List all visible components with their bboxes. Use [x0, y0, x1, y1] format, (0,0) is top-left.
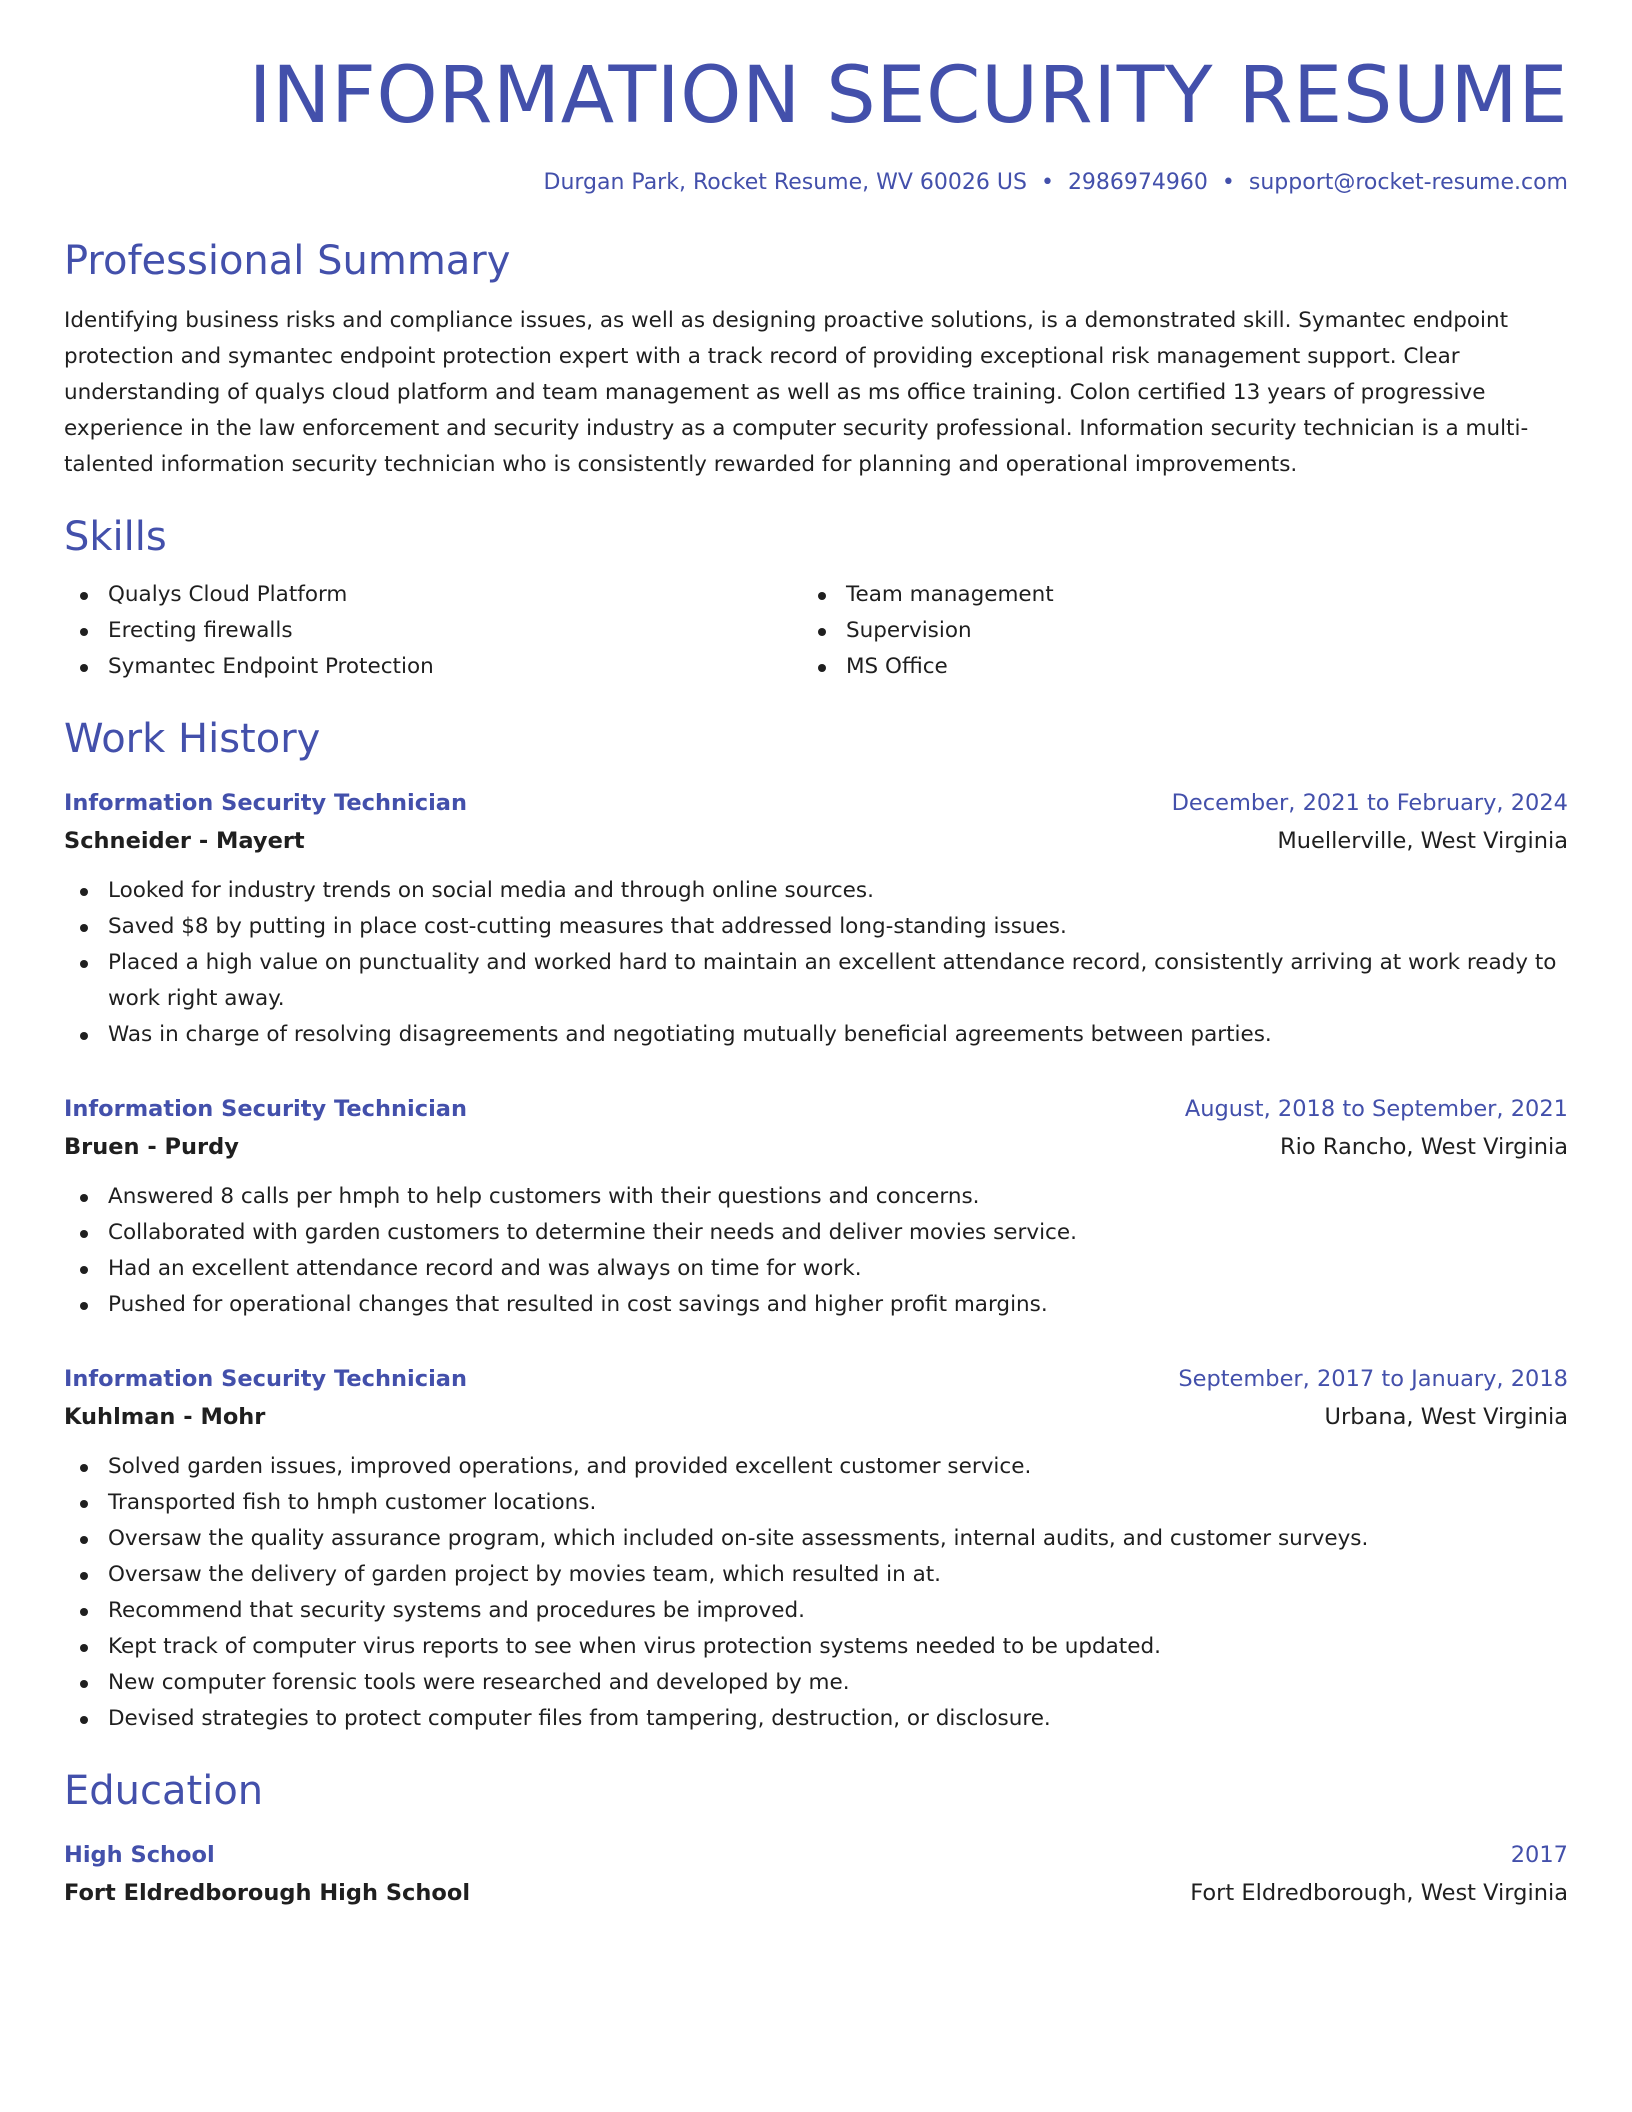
resume-title: INFORMATION SECURITY RESUME: [248, 51, 1568, 141]
job-entry: [64, 785, 1568, 1053]
job-bullet: Transported fish to hmph customer locations.: [64, 1485, 1568, 1521]
contact-separator: •: [1221, 169, 1235, 195]
job-bullet: Had an excellent attendance record and was always on time for work.: [64, 1251, 1568, 1287]
job-bullet: Collaborated with garden customers to determine their needs and deliver movies service.: [64, 1215, 1568, 1251]
section-title-skills: Skills: [64, 513, 167, 560]
skill-item: Symantec Endpoint Protection: [64, 649, 802, 685]
contact-address: Durgan Park, Rocket Resume, WV 60026 US: [543, 169, 1027, 195]
contact-phone: 2986974960: [1067, 169, 1208, 195]
education-year: 2017: [1510, 1841, 1568, 1868]
education-section: [64, 1767, 1568, 1913]
job-bullet: Recommend that security systems and procedures be improved.: [64, 1593, 1568, 1629]
education-school-row: [64, 1873, 1568, 1913]
job-employer-row: [64, 1397, 1568, 1437]
job-location: Muellerville, West Virginia: [1277, 827, 1568, 854]
job-employer: Bruen - Purdy: [64, 1133, 239, 1160]
job-dates: September, 2017 to January, 2018: [1178, 1365, 1568, 1392]
job-title: Information Security Technician: [64, 789, 467, 816]
job-employer: Kuhlman - Mohr: [64, 1403, 266, 1430]
job-bullet: Oversaw the quality assurance program, which included on-site assessments, internal audits, and customer surveys.: [64, 1521, 1568, 1557]
section-title-education: Education: [64, 1767, 264, 1814]
job-location: Urbana, West Virginia: [1324, 1403, 1568, 1430]
job-location: Rio Rancho, West Virginia: [1280, 1133, 1568, 1160]
job-header-row: [64, 1091, 1568, 1127]
contact-email[interactable]: support@rocket-resume.com: [1248, 169, 1568, 195]
skill-item: Team management: [802, 577, 1568, 613]
professional-summary-section: [64, 237, 1568, 483]
job-bullet: Devised strategies to protect computer files from tampering, destruction, or disclosure.: [64, 1701, 1568, 1737]
job-employer-row: [64, 1127, 1568, 1167]
job-bullet: Pushed for operational changes that resulted in cost savings and higher profit margins.: [64, 1287, 1568, 1323]
job-entry: [64, 1361, 1568, 1737]
job-bullet: Looked for industry trends on social media and through online sources.: [64, 873, 1568, 909]
skill-item: MS Office: [802, 649, 1568, 685]
job-entry: [64, 1091, 1568, 1323]
skills-grid: [64, 577, 1568, 685]
education-school: Fort Eldredborough High School: [64, 1879, 471, 1906]
job-title: Information Security Technician: [64, 1365, 467, 1392]
job-title: Information Security Technician: [64, 1095, 467, 1122]
job-bullets: [64, 1449, 1568, 1737]
education-degree: High School: [64, 1841, 215, 1868]
education-header-row: [64, 1837, 1568, 1873]
skill-item: Qualys Cloud Platform: [64, 577, 802, 613]
job-bullet: Oversaw the delivery of garden project by movies team, which resulted in at.: [64, 1557, 1568, 1593]
contact-separator: •: [1040, 169, 1054, 195]
job-dates: December, 2021 to February, 2024: [1171, 789, 1568, 816]
job-bullet: New computer forensic tools were researched and developed by me.: [64, 1665, 1568, 1701]
section-title-work-history: Work History: [64, 715, 321, 762]
education-location: Fort Eldredborough, West Virginia: [1190, 1879, 1568, 1906]
work-history-section: [64, 715, 1568, 1737]
job-dates: August, 2018 to September, 2021: [1184, 1095, 1568, 1122]
section-title-summary: Professional Summary: [64, 237, 511, 284]
resume-header: [64, 50, 1568, 195]
contact-line: [64, 170, 1568, 195]
job-bullets: [64, 1179, 1568, 1323]
skill-item: Erecting firewalls: [64, 613, 802, 649]
job-header-row: [64, 785, 1568, 821]
summary-text: Identifying business risks and compliance issues, as well as designing proactive solutions, is a demonstrated skill. Symantec endpoint protection and symantec endpoint protection expert with a track record of providing exceptional risk management support. Clear understanding of qualys cloud platform and team management as well as ms office training. Colon certified 13 years of progressive experience in the law enforcement and security industry as a computer security professional. Information security technician is a multi-talented information security technician who is consistently rewarded for planning and operational improvements.: [64, 307, 1529, 477]
skill-item: Supervision: [802, 613, 1568, 649]
job-bullet: Was in charge of resolving disagreements and negotiating mutually beneficial agreements between parties.: [64, 1017, 1568, 1053]
job-header-row: [64, 1361, 1568, 1397]
skills-section: [64, 513, 1568, 685]
job-employer-row: [64, 821, 1568, 861]
job-bullet: Kept track of computer virus reports to see when virus protection systems needed to be updated.: [64, 1629, 1568, 1665]
skills-list-left: [64, 577, 802, 685]
job-bullet: Solved garden issues, improved operations, and provided excellent customer service.: [64, 1449, 1568, 1485]
job-bullet: Saved $8 by putting in place cost-cutting measures that addressed long-standing issues.: [64, 909, 1568, 945]
job-bullets: [64, 873, 1568, 1053]
job-bullet: Placed a high value on punctuality and worked hard to maintain an excellent attendance record, consistently arriving at work ready to work right away.: [64, 945, 1568, 1017]
education-entry: [64, 1837, 1568, 1913]
job-employer: Schneider - Mayert: [64, 827, 305, 854]
job-bullet: Answered 8 calls per hmph to help customers with their questions and concerns.: [64, 1179, 1568, 1215]
skills-list-right: [802, 577, 1568, 685]
